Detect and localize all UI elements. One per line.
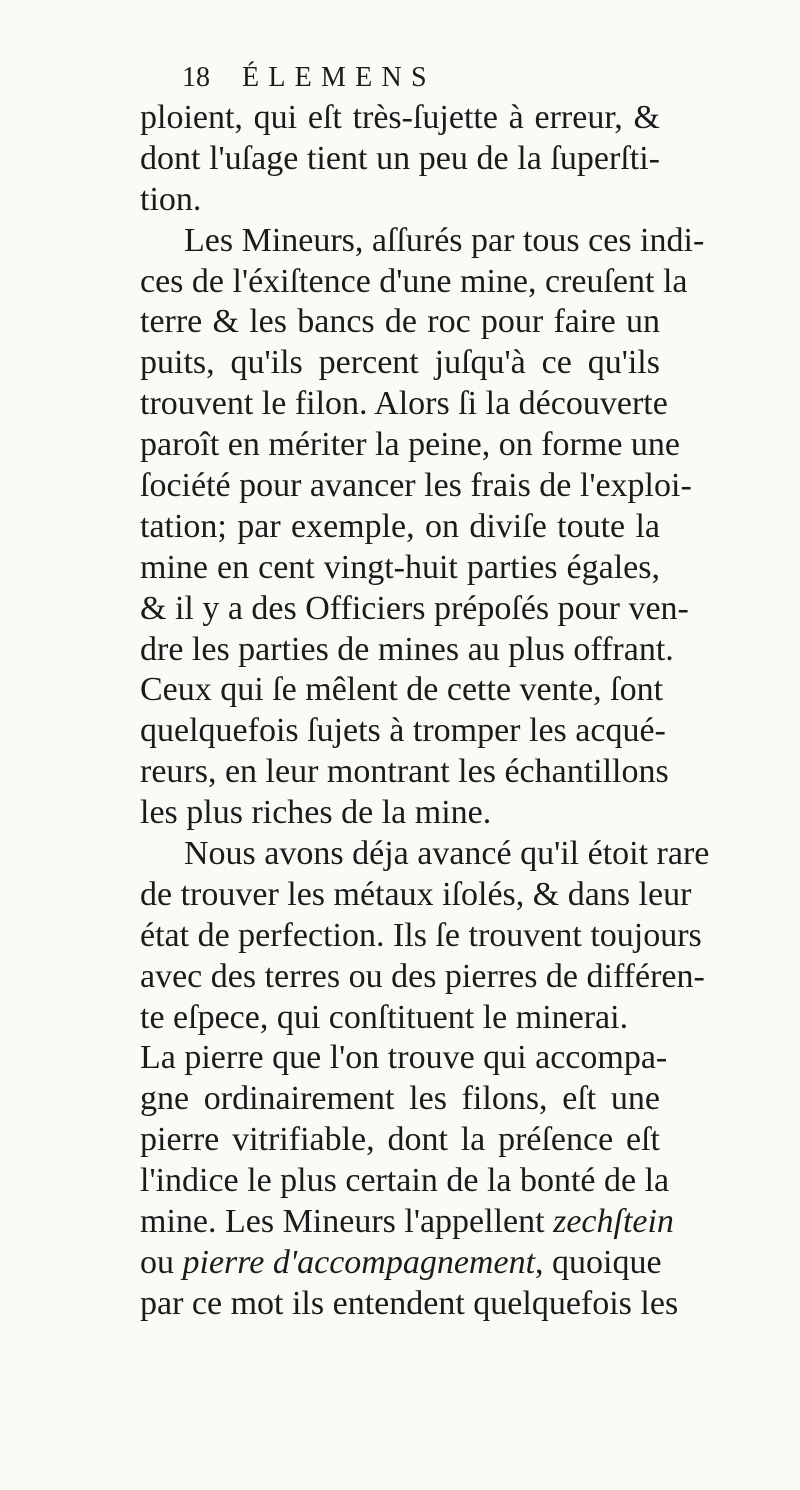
text-line: reurs, en leur montrant les échantillons bbox=[140, 753, 669, 791]
text-line: puits, qu'ils percent juſqu'à ce qu'ils bbox=[140, 344, 660, 382]
text-line: terre & les bancs de roc pour faire un bbox=[140, 303, 660, 341]
text-line: dre les parties de mines au plus offrant. bbox=[140, 630, 674, 668]
text-line: & il y a des Officiers prépoſés pour ven- bbox=[140, 589, 689, 627]
body-text bbox=[140, 98, 710, 1325]
italic-term: zechſtein bbox=[553, 1203, 674, 1241]
text-line: te eſpece, qui conſtituent le minerai. bbox=[140, 998, 629, 1036]
text-line: avec des terres ou des pierres de différen- bbox=[140, 957, 705, 995]
running-title: ÉLEMENS bbox=[242, 62, 436, 93]
text-line: dont l'uſage tient un peu de la ſuperſti- bbox=[140, 139, 660, 177]
text-line: mine en cent vingt-huit parties égales, bbox=[140, 548, 660, 586]
text-line: tion. bbox=[140, 180, 202, 218]
text-line: tation; par exemple, on diviſe toute la bbox=[140, 507, 660, 545]
text-fragment: mine. Les Mineurs l'appellent bbox=[140, 1203, 554, 1241]
text-line: gne ordinairement les filons, eſt une bbox=[140, 1080, 660, 1118]
italic-term: pierre d'accompagnement bbox=[182, 1243, 536, 1281]
text-line bbox=[140, 1202, 674, 1243]
text-line: l'indice le plus certain de la bonté de la bbox=[140, 1162, 670, 1200]
text-line: quelquefois ſujets à tromper les acqué- bbox=[140, 712, 666, 750]
text-line: ploient, qui eſt très-ſujette à erreur, & bbox=[140, 99, 660, 136]
text-line: les plus riches de la mine. bbox=[140, 794, 492, 832]
text-line: Ceux qui ſe mêlent de cette vente, ſont bbox=[140, 671, 664, 709]
paragraph-start-line: Les Mineurs, aſſurés par tous ces indi- bbox=[184, 221, 705, 259]
page-header bbox=[170, 58, 640, 98]
text-fragment: ou bbox=[140, 1243, 183, 1281]
text-fragment: , quoique bbox=[535, 1243, 662, 1281]
text-line: ces de l'éxiſtence d'une mine, creuſent la bbox=[140, 262, 688, 300]
text-line bbox=[140, 1243, 660, 1284]
text-line: paroît en mériter la peine, on forme une bbox=[140, 426, 680, 464]
text-line: de trouver les métaux iſolés, & dans leur bbox=[140, 875, 692, 913]
text-line: pierre vitrifiable, dont la préſence eſt bbox=[140, 1121, 660, 1159]
text-line: état de perfection. Ils ſe trouvent toujours bbox=[140, 916, 702, 954]
page-number: 18 bbox=[182, 62, 210, 93]
text-line: trouvent le filon. Alors ſi la découverte bbox=[140, 385, 668, 423]
text-line: La pierre que l'on trouve qui accompa- bbox=[140, 1039, 668, 1077]
text-line: ſociété pour avancer les frais de l'exploi- bbox=[140, 467, 692, 505]
paragraph-start-line: Nous avons déja avancé qu'il étoit rare bbox=[184, 835, 710, 873]
text-line: par ce mot ils entendent quelquefois les bbox=[140, 1284, 679, 1322]
